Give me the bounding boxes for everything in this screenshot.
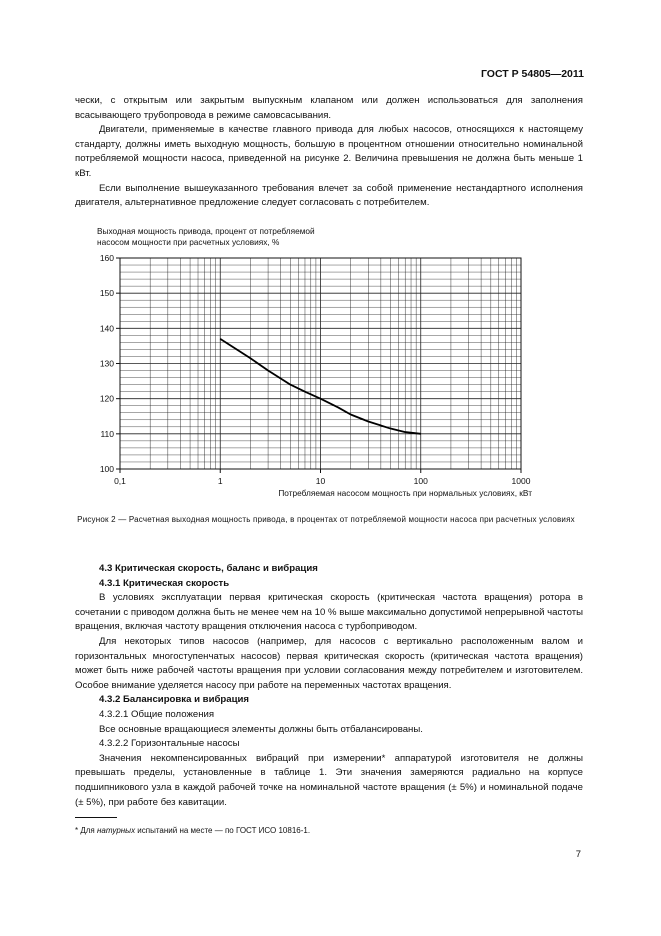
document-id-header: ГОСТ Р 54805—2011 <box>480 68 584 80</box>
subsection-heading: 4.3.2 Балансировка и вибрация <box>99 694 249 706</box>
x-tick-label: 1 <box>217 476 223 486</box>
y-tick-label: 110 <box>100 428 114 439</box>
footnote-text: испытаний на месте — по ГОСТ ИСО 10816-1. <box>135 826 311 835</box>
subsection-heading: 4.3.1 Критическая скорость <box>99 577 230 589</box>
x-axis-label: Потребляемая насосом мощность при нормальных условиях, кВт <box>278 488 532 498</box>
y-tick-label: 160 <box>99 253 114 263</box>
paragraph: Значения некомпенсированных вибраций при измерении* аппаратурой изготовителя не должны превышать пределы, установленные в таблице 1. Эти значения замеряются радиально на корпусе подшипникового узла в каждой рабочей точке на номинальной частоте вращения (± 5%) и номинальной подаче (± 5%), при работе без кавитации. <box>75 752 583 808</box>
footnote <box>75 826 310 835</box>
y-tick-label: 100 <box>99 464 114 474</box>
paragraph: В условиях эксплуатации первая критическая скорость (критическая частота вращения) ротора в сочетании с приводом должна быть не менее чем на 10 % выше максимально допустимой непрерывной частоты вращения, включая частоту вращения отключения насоса с турбоприводом. <box>75 592 583 633</box>
footnote-emphasis: натурных <box>96 826 136 835</box>
footnote-text: * Для <box>75 826 97 835</box>
y-tick-label: 140 <box>99 323 114 334</box>
y-tick-label: 150 <box>99 288 114 299</box>
y-axis-label: Выходная мощность привода, процент от потребляемой насосом мощности при расчетных условиях, % <box>97 226 315 247</box>
paragraph: Все основные вращающиеся элементы должны быть отбалансированы. <box>99 723 423 735</box>
clause-heading: 4.3.2.1 Общие положения <box>99 708 215 720</box>
figure-caption: Рисунок 2 — Расчетная выходная мощность привода, в процентах от потребляемой мощности насоса при расчетных условиях <box>77 515 575 524</box>
paragraph: Двигатели, применяемые в качестве главного привода для любых насосов, относящихся к настоящему стандарту, должны иметь выходную мощность, большую в процентном отношении относительно номинальной потребляемой мощности насоса, приведенной на рисунке 2. Величина превышения не должна быть меньше 1 кВт. <box>75 124 583 179</box>
x-tick-label: 10 <box>315 476 326 486</box>
paragraph: Если выполнение вышеуказанного требования влечет за собой применение нестандартного исполнения двигателя, альтернативное предложение следует согласовать с потребителем. <box>75 182 583 209</box>
page-number: 7 <box>575 849 581 860</box>
clause-heading: 4.3.2.2 Горизонтальные насосы <box>99 738 240 750</box>
section-4-3 <box>75 562 583 810</box>
x-tick-label: 0,1 <box>114 476 126 486</box>
y-tick-label: 130 <box>99 358 114 369</box>
y-tick-label: 120 <box>99 393 114 404</box>
section-heading: 4.3 Критическая скорость, баланс и вибрация <box>99 563 318 574</box>
footnote-divider <box>75 817 117 818</box>
x-tick-label: 1000 <box>511 476 531 486</box>
paragraph: чески, с открытым или закрытым выпускным клапаном или должен использоваться для заполнения всасывающего трубопровода в режиме самовсасывания. <box>75 95 583 121</box>
paragraph: Для некоторых типов насосов (например, для насосов с вертикально расположенным валом и горизонтальных многоступенчатых насосов) первая критическая скорость (критическая частота вращения) может быть ниже рабочей частоты вращения при условии согласования между потребителем и изготовителем. Особое внимание уделяется насосу при работе на переменных частотах вращения. <box>75 635 583 691</box>
x-tick-label: 100 <box>413 476 428 486</box>
